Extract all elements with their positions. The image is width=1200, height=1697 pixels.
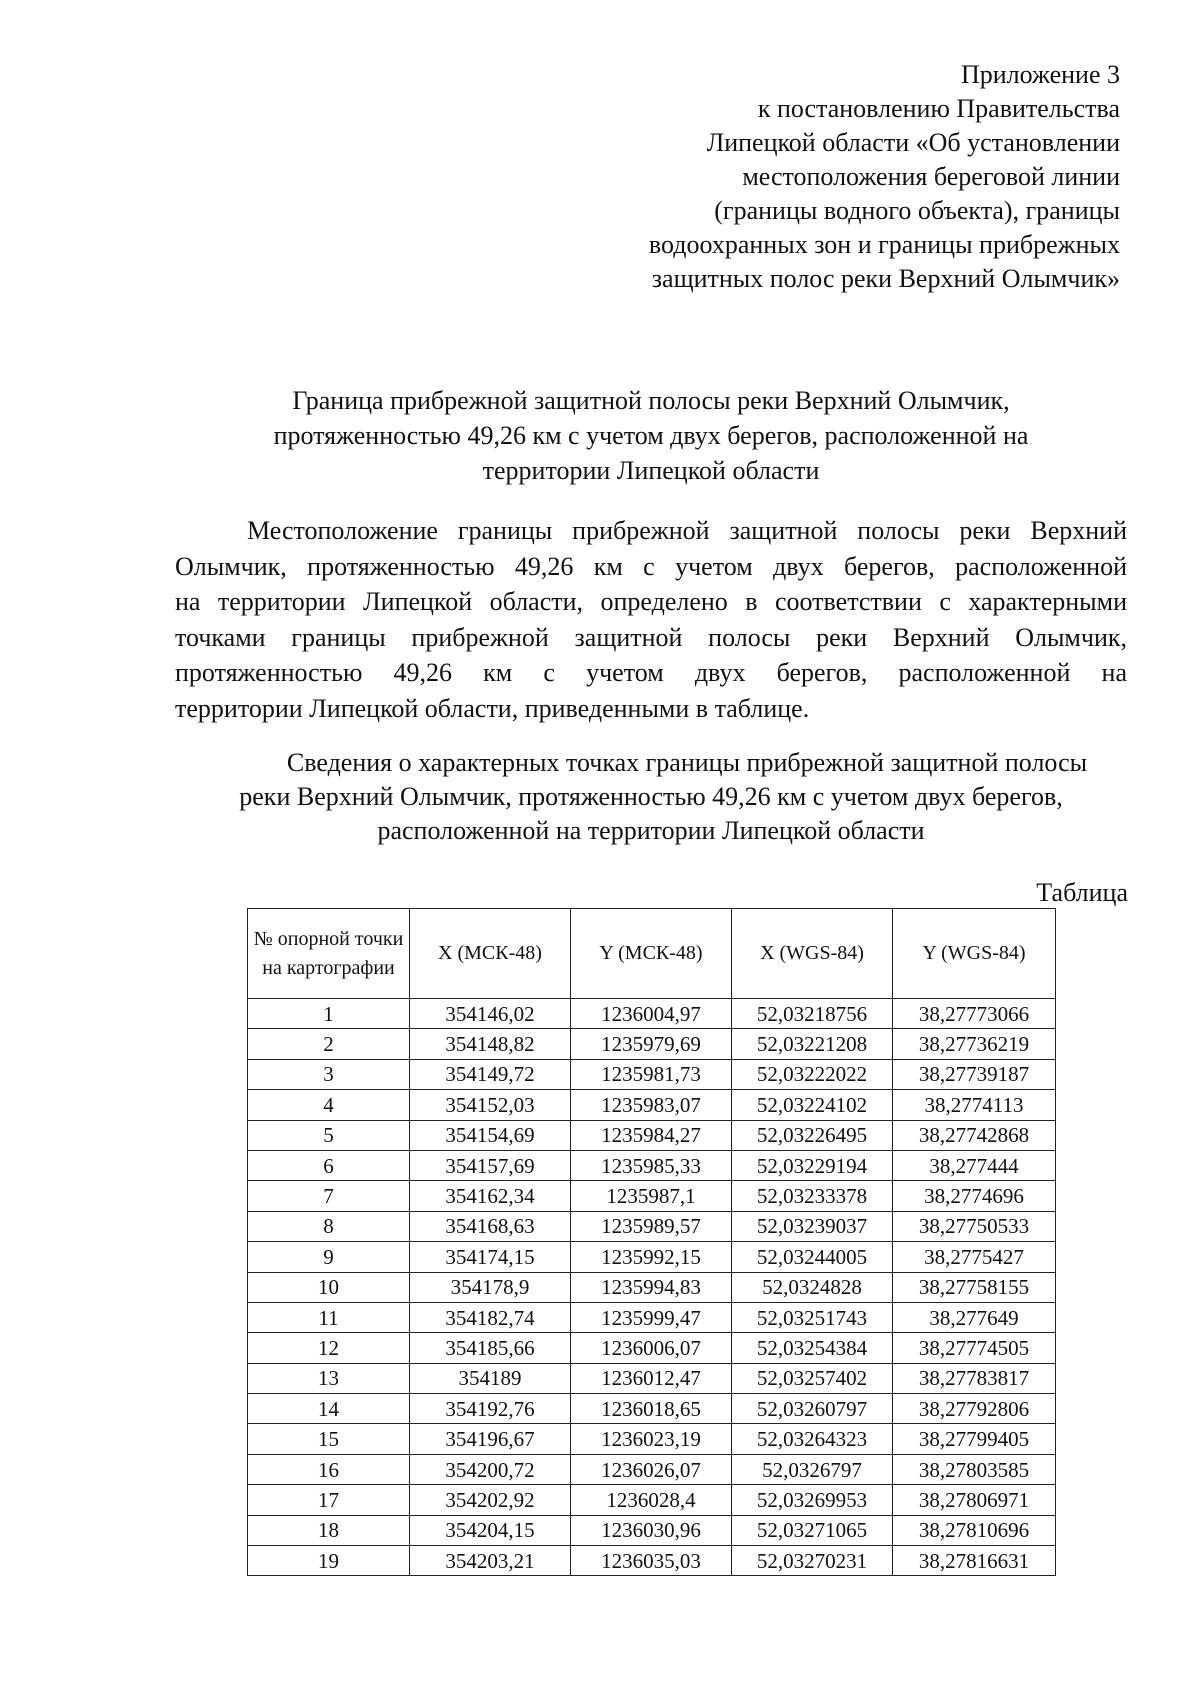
table-row — [248, 1242, 1056, 1272]
cell-y-wgs84: 38,27803585 — [893, 1454, 1056, 1484]
cell-x-wgs84: 52,03264323 — [732, 1424, 893, 1454]
cell-y-wgs84: 38,2775427 — [893, 1242, 1056, 1272]
cell-point-number: 8 — [248, 1211, 410, 1241]
table-row — [248, 999, 1056, 1029]
table-row — [248, 1333, 1056, 1363]
cell-x-wgs84: 52,03239037 — [732, 1211, 893, 1241]
header-y-wgs84: Y (WGS-84) — [893, 909, 1056, 999]
table-body — [248, 999, 1056, 1576]
cell-x-msk48: 354157,69 — [410, 1150, 571, 1180]
cell-point-number: 10 — [248, 1272, 410, 1302]
cell-y-wgs84: 38,27792806 — [893, 1394, 1056, 1424]
cell-x-wgs84: 52,03229194 — [732, 1150, 893, 1180]
cell-point-number: 17 — [248, 1485, 410, 1515]
cell-x-msk48: 354154,69 — [410, 1120, 571, 1150]
cell-point-number: 18 — [248, 1515, 410, 1545]
cell-x-wgs84: 52,03251743 — [732, 1302, 893, 1332]
cell-x-wgs84: 52,03226495 — [732, 1120, 893, 1150]
cell-y-wgs84: 38,27783817 — [893, 1363, 1056, 1393]
cell-x-msk48: 354182,74 — [410, 1302, 571, 1332]
table-caption — [175, 746, 1127, 848]
cell-y-wgs84: 38,27742868 — [893, 1120, 1056, 1150]
cell-x-wgs84: 52,03233378 — [732, 1181, 893, 1211]
cell-point-number: 9 — [248, 1242, 410, 1272]
cell-y-wgs84: 38,27774505 — [893, 1333, 1056, 1363]
cell-y-msk48: 1235992,15 — [571, 1242, 732, 1272]
cell-y-msk48: 1235985,33 — [571, 1150, 732, 1180]
cell-point-number: 19 — [248, 1546, 410, 1576]
table-row — [248, 1485, 1056, 1515]
table-row — [248, 1090, 1056, 1120]
appendix-line: местоположения береговой линии — [742, 162, 1120, 191]
cell-y-msk48: 1235989,57 — [571, 1211, 732, 1241]
table-row — [248, 1454, 1056, 1484]
header-x-msk48: X (МСК-48) — [410, 909, 571, 999]
table-row — [248, 1120, 1056, 1150]
cell-y-wgs84: 38,27773066 — [893, 999, 1056, 1029]
body-line: Местоположение границы прибрежной защитной полосы реки Верхний — [247, 516, 1127, 545]
cell-point-number: 15 — [248, 1424, 410, 1454]
appendix-line: Приложение 3 — [960, 60, 1120, 89]
cell-x-msk48: 354152,03 — [410, 1090, 571, 1120]
cell-y-msk48: 1236028,4 — [571, 1485, 732, 1515]
cell-x-wgs84: 52,03254384 — [732, 1333, 893, 1363]
table-row — [248, 1211, 1056, 1241]
table-row — [248, 1272, 1056, 1302]
body-line: на территории Липецкой области, определено в соответствии с характерными — [175, 587, 1127, 616]
table-caption-line: реки Верхний Олымчик, протяженностью 49,26 км с учетом двух берегов, — [239, 782, 1063, 811]
table-row — [248, 1394, 1056, 1424]
cell-y-msk48: 1235984,27 — [571, 1120, 732, 1150]
cell-point-number: 7 — [248, 1181, 410, 1211]
cell-x-msk48: 354149,72 — [410, 1059, 571, 1089]
cell-x-wgs84: 52,03224102 — [732, 1090, 893, 1120]
table-row — [248, 1363, 1056, 1393]
cell-x-msk48: 354174,15 — [410, 1242, 571, 1272]
appendix-header — [500, 58, 1120, 296]
table-row — [248, 1302, 1056, 1332]
cell-y-msk48: 1235983,07 — [571, 1090, 732, 1120]
cell-y-msk48: 1236004,97 — [571, 999, 732, 1029]
cell-x-wgs84: 52,03257402 — [732, 1363, 893, 1393]
cell-y-wgs84: 38,27799405 — [893, 1424, 1056, 1454]
table-caption-line: Сведения о характерных точках границы прибрежной защитной полосы — [286, 748, 1088, 777]
table-header-row — [248, 909, 1056, 999]
cell-y-msk48: 1236018,65 — [571, 1394, 732, 1424]
table-label: Таблица — [1036, 878, 1128, 907]
table-row — [248, 1424, 1056, 1454]
cell-x-wgs84: 52,0324828 — [732, 1272, 893, 1302]
appendix-line: водоохранных зон и границы прибрежных — [648, 230, 1120, 259]
table-row — [248, 1181, 1056, 1211]
header-y-msk48: Y (МСК-48) — [571, 909, 732, 999]
table-row — [248, 1059, 1056, 1089]
cell-point-number: 6 — [248, 1150, 410, 1180]
title-line: протяженностью 49,26 км с учетом двух берегов, расположенной на — [273, 421, 1029, 450]
cell-x-msk48: 354148,82 — [410, 1029, 571, 1059]
cell-point-number: 16 — [248, 1454, 410, 1484]
table-row — [248, 1029, 1056, 1059]
coordinates-table — [247, 908, 1056, 1576]
cell-y-wgs84: 38,277444 — [893, 1150, 1056, 1180]
header-x-wgs84: X (WGS-84) — [732, 909, 893, 999]
cell-y-wgs84: 38,2774696 — [893, 1181, 1056, 1211]
cell-point-number: 13 — [248, 1363, 410, 1393]
cell-point-number: 12 — [248, 1333, 410, 1363]
cell-x-msk48: 354168,63 — [410, 1211, 571, 1241]
cell-point-number: 11 — [248, 1302, 410, 1332]
cell-x-wgs84: 52,03244005 — [732, 1242, 893, 1272]
cell-point-number: 3 — [248, 1059, 410, 1089]
cell-x-msk48: 354192,76 — [410, 1394, 571, 1424]
cell-y-wgs84: 38,27736219 — [893, 1029, 1056, 1059]
body-line: точками границы прибрежной защитной полосы реки Верхний Олымчик, — [175, 622, 1127, 652]
cell-point-number: 5 — [248, 1120, 410, 1150]
cell-x-wgs84: 52,03260797 — [732, 1394, 893, 1424]
cell-point-number: 14 — [248, 1394, 410, 1424]
cell-point-number: 2 — [248, 1029, 410, 1059]
table-caption-line: расположенной на территории Липецкой области — [377, 816, 925, 845]
cell-y-msk48: 1235994,83 — [571, 1272, 732, 1302]
cell-y-msk48: 1236006,07 — [571, 1333, 732, 1363]
header-point-number: № опорной точки на картографии — [248, 909, 410, 999]
cell-y-msk48: 1235987,1 — [571, 1181, 732, 1211]
cell-x-wgs84: 52,03218756 — [732, 999, 893, 1029]
cell-x-msk48: 354203,21 — [410, 1546, 571, 1576]
cell-x-msk48: 354200,72 — [410, 1454, 571, 1484]
cell-y-msk48: 1235981,73 — [571, 1059, 732, 1089]
cell-y-wgs84: 38,27816631 — [893, 1546, 1056, 1576]
cell-y-msk48: 1236035,03 — [571, 1546, 732, 1576]
cell-y-wgs84: 38,27750533 — [893, 1211, 1056, 1241]
cell-y-msk48: 1235979,69 — [571, 1029, 732, 1059]
cell-x-msk48: 354202,92 — [410, 1485, 571, 1515]
document-title — [175, 383, 1127, 488]
cell-y-msk48: 1235999,47 — [571, 1302, 732, 1332]
cell-x-wgs84: 52,0326797 — [732, 1454, 893, 1484]
table-row — [248, 1150, 1056, 1180]
table-row — [248, 1515, 1056, 1545]
cell-y-wgs84: 38,27739187 — [893, 1059, 1056, 1089]
cell-x-wgs84: 52,03270231 — [732, 1546, 893, 1576]
cell-y-wgs84: 38,27758155 — [893, 1272, 1056, 1302]
cell-x-msk48: 354189 — [410, 1363, 571, 1393]
cell-x-wgs84: 52,03222022 — [732, 1059, 893, 1089]
cell-y-wgs84: 38,27810696 — [893, 1515, 1056, 1545]
cell-y-msk48: 1236012,47 — [571, 1363, 732, 1393]
cell-point-number: 1 — [248, 999, 410, 1029]
cell-y-wgs84: 38,277649 — [893, 1302, 1056, 1332]
title-line: территории Липецкой области — [482, 456, 820, 485]
cell-x-wgs84: 52,03221208 — [732, 1029, 893, 1059]
cell-y-wgs84: 38,2774113 — [893, 1090, 1056, 1120]
cell-x-msk48: 354162,34 — [410, 1181, 571, 1211]
cell-x-msk48: 354146,02 — [410, 999, 571, 1029]
title-line: Граница прибрежной защитной полосы реки Верхний Олымчик, — [292, 386, 1010, 415]
cell-x-wgs84: 52,03269953 — [732, 1485, 893, 1515]
table-row — [248, 1546, 1056, 1576]
body-line: Олымчик, протяженностью 49,26 км с учетом двух берегов, расположенной — [175, 551, 1127, 581]
appendix-line: защитных полос реки Верхний Олымчик» — [651, 264, 1120, 293]
cell-y-msk48: 1236026,07 — [571, 1454, 732, 1484]
cell-x-msk48: 354196,67 — [410, 1424, 571, 1454]
appendix-line: (границы водного объекта), границы — [714, 196, 1120, 225]
cell-y-wgs84: 38,27806971 — [893, 1485, 1056, 1515]
body-line: территории Липецкой области, приведенными в таблице. — [175, 693, 810, 723]
body-line: протяженностью 49,26 км с учетом двух берегов, расположенной на — [175, 658, 1127, 687]
appendix-line: Липецкой области «Об установлении — [706, 128, 1120, 157]
cell-x-msk48: 354178,9 — [410, 1272, 571, 1302]
appendix-line: к постановлению Правительства — [757, 94, 1120, 123]
cell-point-number: 4 — [248, 1090, 410, 1120]
cell-x-wgs84: 52,03271065 — [732, 1515, 893, 1545]
cell-y-msk48: 1236023,19 — [571, 1424, 732, 1454]
cell-x-msk48: 354204,15 — [410, 1515, 571, 1545]
cell-y-msk48: 1236030,96 — [571, 1515, 732, 1545]
body-paragraph — [175, 513, 1127, 726]
cell-x-msk48: 354185,66 — [410, 1333, 571, 1363]
